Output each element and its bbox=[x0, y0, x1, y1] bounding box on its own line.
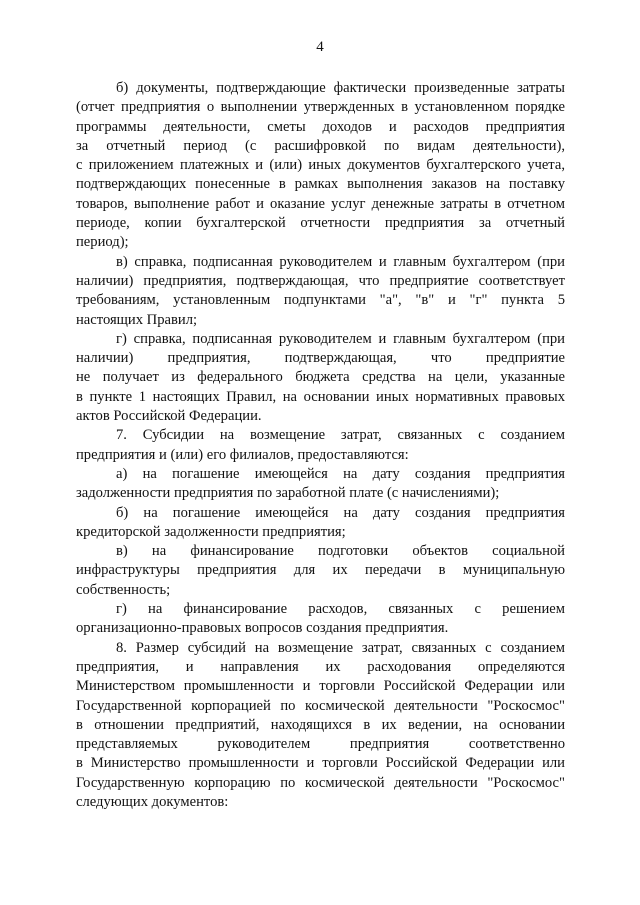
text-line: 8. Размер субсидий на возмещение затрат, связанных с созданием bbox=[116, 639, 565, 656]
text-line: следующих документов: bbox=[76, 793, 229, 810]
text-line: в отношении предприятий, находящихся в их ведении, на основании bbox=[76, 716, 565, 733]
text-line: Государственной корпорацией по космической деятельности "Роскосмос" bbox=[76, 697, 565, 714]
text-line: б) документы, подтверждающие фактически произведенные затраты bbox=[116, 80, 565, 96]
text-line: 7. Субсидии на возмещение затрат, связанных с созданием bbox=[116, 427, 565, 444]
document-body bbox=[76, 79, 565, 812]
text-line: инфраструктуры предприятия для их передачи в муниципальную bbox=[76, 562, 565, 579]
text-line: собственность; bbox=[76, 581, 171, 598]
text-line: Государственную корпорацию по космической деятельности "Роскосмос" bbox=[76, 774, 565, 791]
text-line: за отчетный период (с расшифровкой по видам деятельности), bbox=[76, 137, 565, 154]
text-line: г) справка, подписанная руководителем и главным бухгалтером (при bbox=[116, 330, 565, 347]
text-line: не получает из федерального бюджета средства на цели, указанные bbox=[76, 369, 565, 386]
text-line: кредиторской задолженности предприятия; bbox=[76, 523, 346, 540]
text-line: программы деятельности, сметы доходов и расходов предприятия bbox=[76, 118, 565, 135]
text-line: в) на финансирование подготовки объектов социальной bbox=[116, 543, 565, 560]
text-line: предприятия и (или) его филиалов, предоставляются: bbox=[76, 446, 409, 463]
text-line: а) на погашение имеющейся на дату создания предприятия bbox=[116, 465, 565, 482]
text-line: (отчет предприятия о выполнении утвержденных в установленном порядке bbox=[76, 99, 565, 116]
text-line: период); bbox=[76, 234, 129, 251]
text-line: б) на погашение имеющейся на дату создания предприятия bbox=[116, 504, 565, 521]
text-line: предприятия, и направления их расходования определяются bbox=[76, 658, 565, 675]
text-line: в Министерство промышленности и торговли Российской Федерации или bbox=[76, 755, 565, 772]
text-line: в) справка, подписанная руководителем и главным бухгалтером (при bbox=[116, 253, 565, 270]
text-line: наличии) предприятия, подтверждающая, что предприятие bbox=[76, 350, 565, 367]
text-line: подтверждающих понесенные в рамках выполнения заказов на поставку bbox=[76, 176, 565, 193]
page-number: 4 bbox=[316, 39, 324, 55]
text-line: периоде, копии бухгалтерской отчетности предприятия за отчетный bbox=[76, 215, 565, 232]
text-line: г) на финансирование расходов, связанных с решением bbox=[116, 601, 565, 618]
text-line: товаров, выполнение работ и оказание услуг денежные затраты в отчетном bbox=[76, 195, 565, 212]
text-line: настоящих Правил; bbox=[76, 311, 198, 328]
text-line: с приложением платежных и (или) иных документов бухгалтерского учета, bbox=[76, 157, 565, 174]
text-line: организационно-правовых вопросов создания предприятия. bbox=[76, 620, 449, 637]
text-line: в пункте 1 настоящих Правил, на основании иных нормативных правовых bbox=[76, 388, 565, 405]
text-line: требованиям, установленным подпунктами "а", "в" и "г" пункта 5 bbox=[76, 292, 565, 309]
text-line: Министерством промышленности и торговли Российской Федерации или bbox=[76, 678, 565, 695]
text-line: представляемых руководителем предприятия соответственно bbox=[76, 736, 565, 753]
text-line: актов Российской Федерации. bbox=[76, 408, 262, 425]
text-line: задолженности предприятия по заработной плате (с начислениями); bbox=[76, 485, 500, 502]
text-line: наличии) предприятия, подтверждающая, что предприятие соответствует bbox=[76, 272, 565, 289]
